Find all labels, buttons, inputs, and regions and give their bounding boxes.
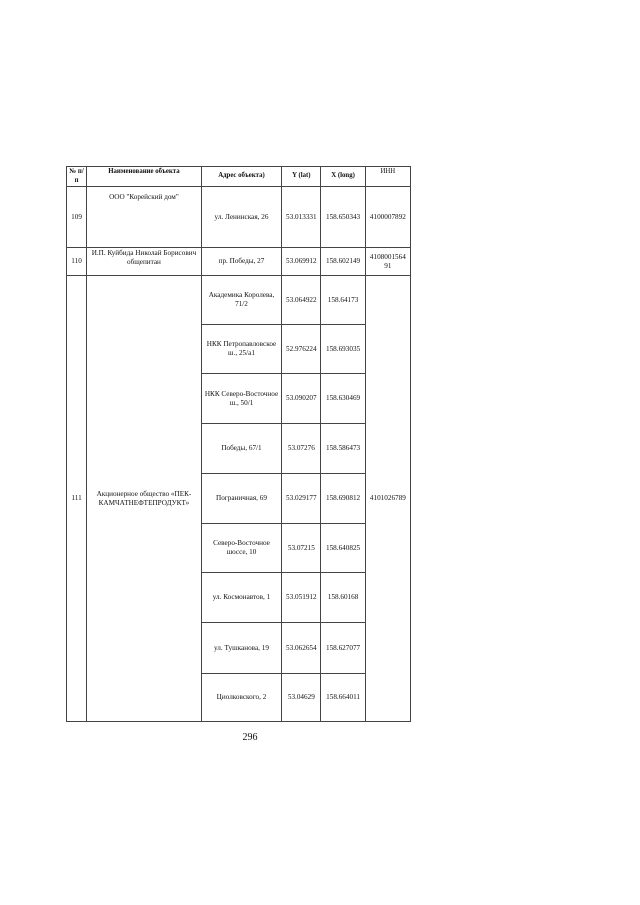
- row-address: ул. Ленинская, 26: [201, 187, 281, 248]
- row-lon: 158.693035: [321, 325, 365, 374]
- table-header-row: [67, 167, 411, 187]
- table-row: [67, 276, 411, 325]
- row-lon: 158.640825: [321, 524, 365, 573]
- row-lat: 53.064922: [282, 276, 321, 325]
- header-name: Наименование объекта: [87, 167, 202, 187]
- row-num: 110: [67, 248, 87, 276]
- row-lon: 158.64173: [321, 276, 365, 325]
- row-address: пр. Победы, 27: [201, 248, 281, 276]
- row-address: Победы, 67/1: [201, 424, 281, 474]
- row-address: Циолковского, 2: [201, 674, 281, 722]
- header-inn: ИНН: [365, 167, 410, 187]
- row-address: НКК Северо-Восточное ш., 50/1: [201, 374, 281, 424]
- row-lat: 53.07276: [282, 424, 321, 474]
- row-address: Академика Королева, 71/2: [201, 276, 281, 325]
- row-inn: 4100007892: [365, 187, 410, 248]
- row-lat: 53.029177: [282, 474, 321, 524]
- row-address: Северо-Восточное шоссе, 10: [201, 524, 281, 573]
- row-inn: 4108001564 91: [365, 248, 410, 276]
- row-num: 109: [67, 187, 87, 248]
- header-num: № п/п: [67, 167, 87, 187]
- row-lat: 52.976224: [282, 325, 321, 374]
- row-lat: 53.051912: [282, 573, 321, 623]
- row-name: Акционерное общество «ПЕК-КАМЧАТНЕФТЕПРОДУКТ»: [87, 276, 202, 722]
- page-number: 296: [242, 732, 258, 743]
- row-name: И.П. Куйбида Николай Борисович общепитан: [87, 248, 202, 276]
- row-address: ул. Космонавтов, 1: [201, 573, 281, 623]
- row-name: ООО "Корейский дом": [87, 187, 202, 248]
- row-lon: 158.60168: [321, 573, 365, 623]
- row-lat: 53.090207: [282, 374, 321, 424]
- header-lat: Y (lat): [282, 167, 321, 187]
- row-address: Пограничная, 69: [201, 474, 281, 524]
- row-lon: 158.627077: [321, 623, 365, 674]
- row-lat: 53.013331: [282, 187, 321, 248]
- row-lon: 158.690812: [321, 474, 365, 524]
- header-lon: X (long): [321, 167, 365, 187]
- row-lon: 158.630469: [321, 374, 365, 424]
- row-inn: 4101026789: [365, 276, 410, 722]
- row-address: НКК Петропавловское ш., 25/а1: [201, 325, 281, 374]
- row-lat: 53.04629: [282, 674, 321, 722]
- row-lon: 158.664011: [321, 674, 365, 722]
- row-lon: 158.650343: [321, 187, 365, 248]
- row-lon: 158.602149: [321, 248, 365, 276]
- table-row: [67, 248, 411, 276]
- objects-table: [66, 166, 411, 722]
- row-num: 111: [67, 276, 87, 722]
- row-lon: 158.586473: [321, 424, 365, 474]
- row-address: ул. Тушканова, 19: [201, 623, 281, 674]
- row-lat: 53.07215: [282, 524, 321, 573]
- row-lat: 53.062654: [282, 623, 321, 674]
- header-address: Адрес объекта): [201, 167, 281, 187]
- table-row: [67, 187, 411, 248]
- row-lat: 53.069912: [282, 248, 321, 276]
